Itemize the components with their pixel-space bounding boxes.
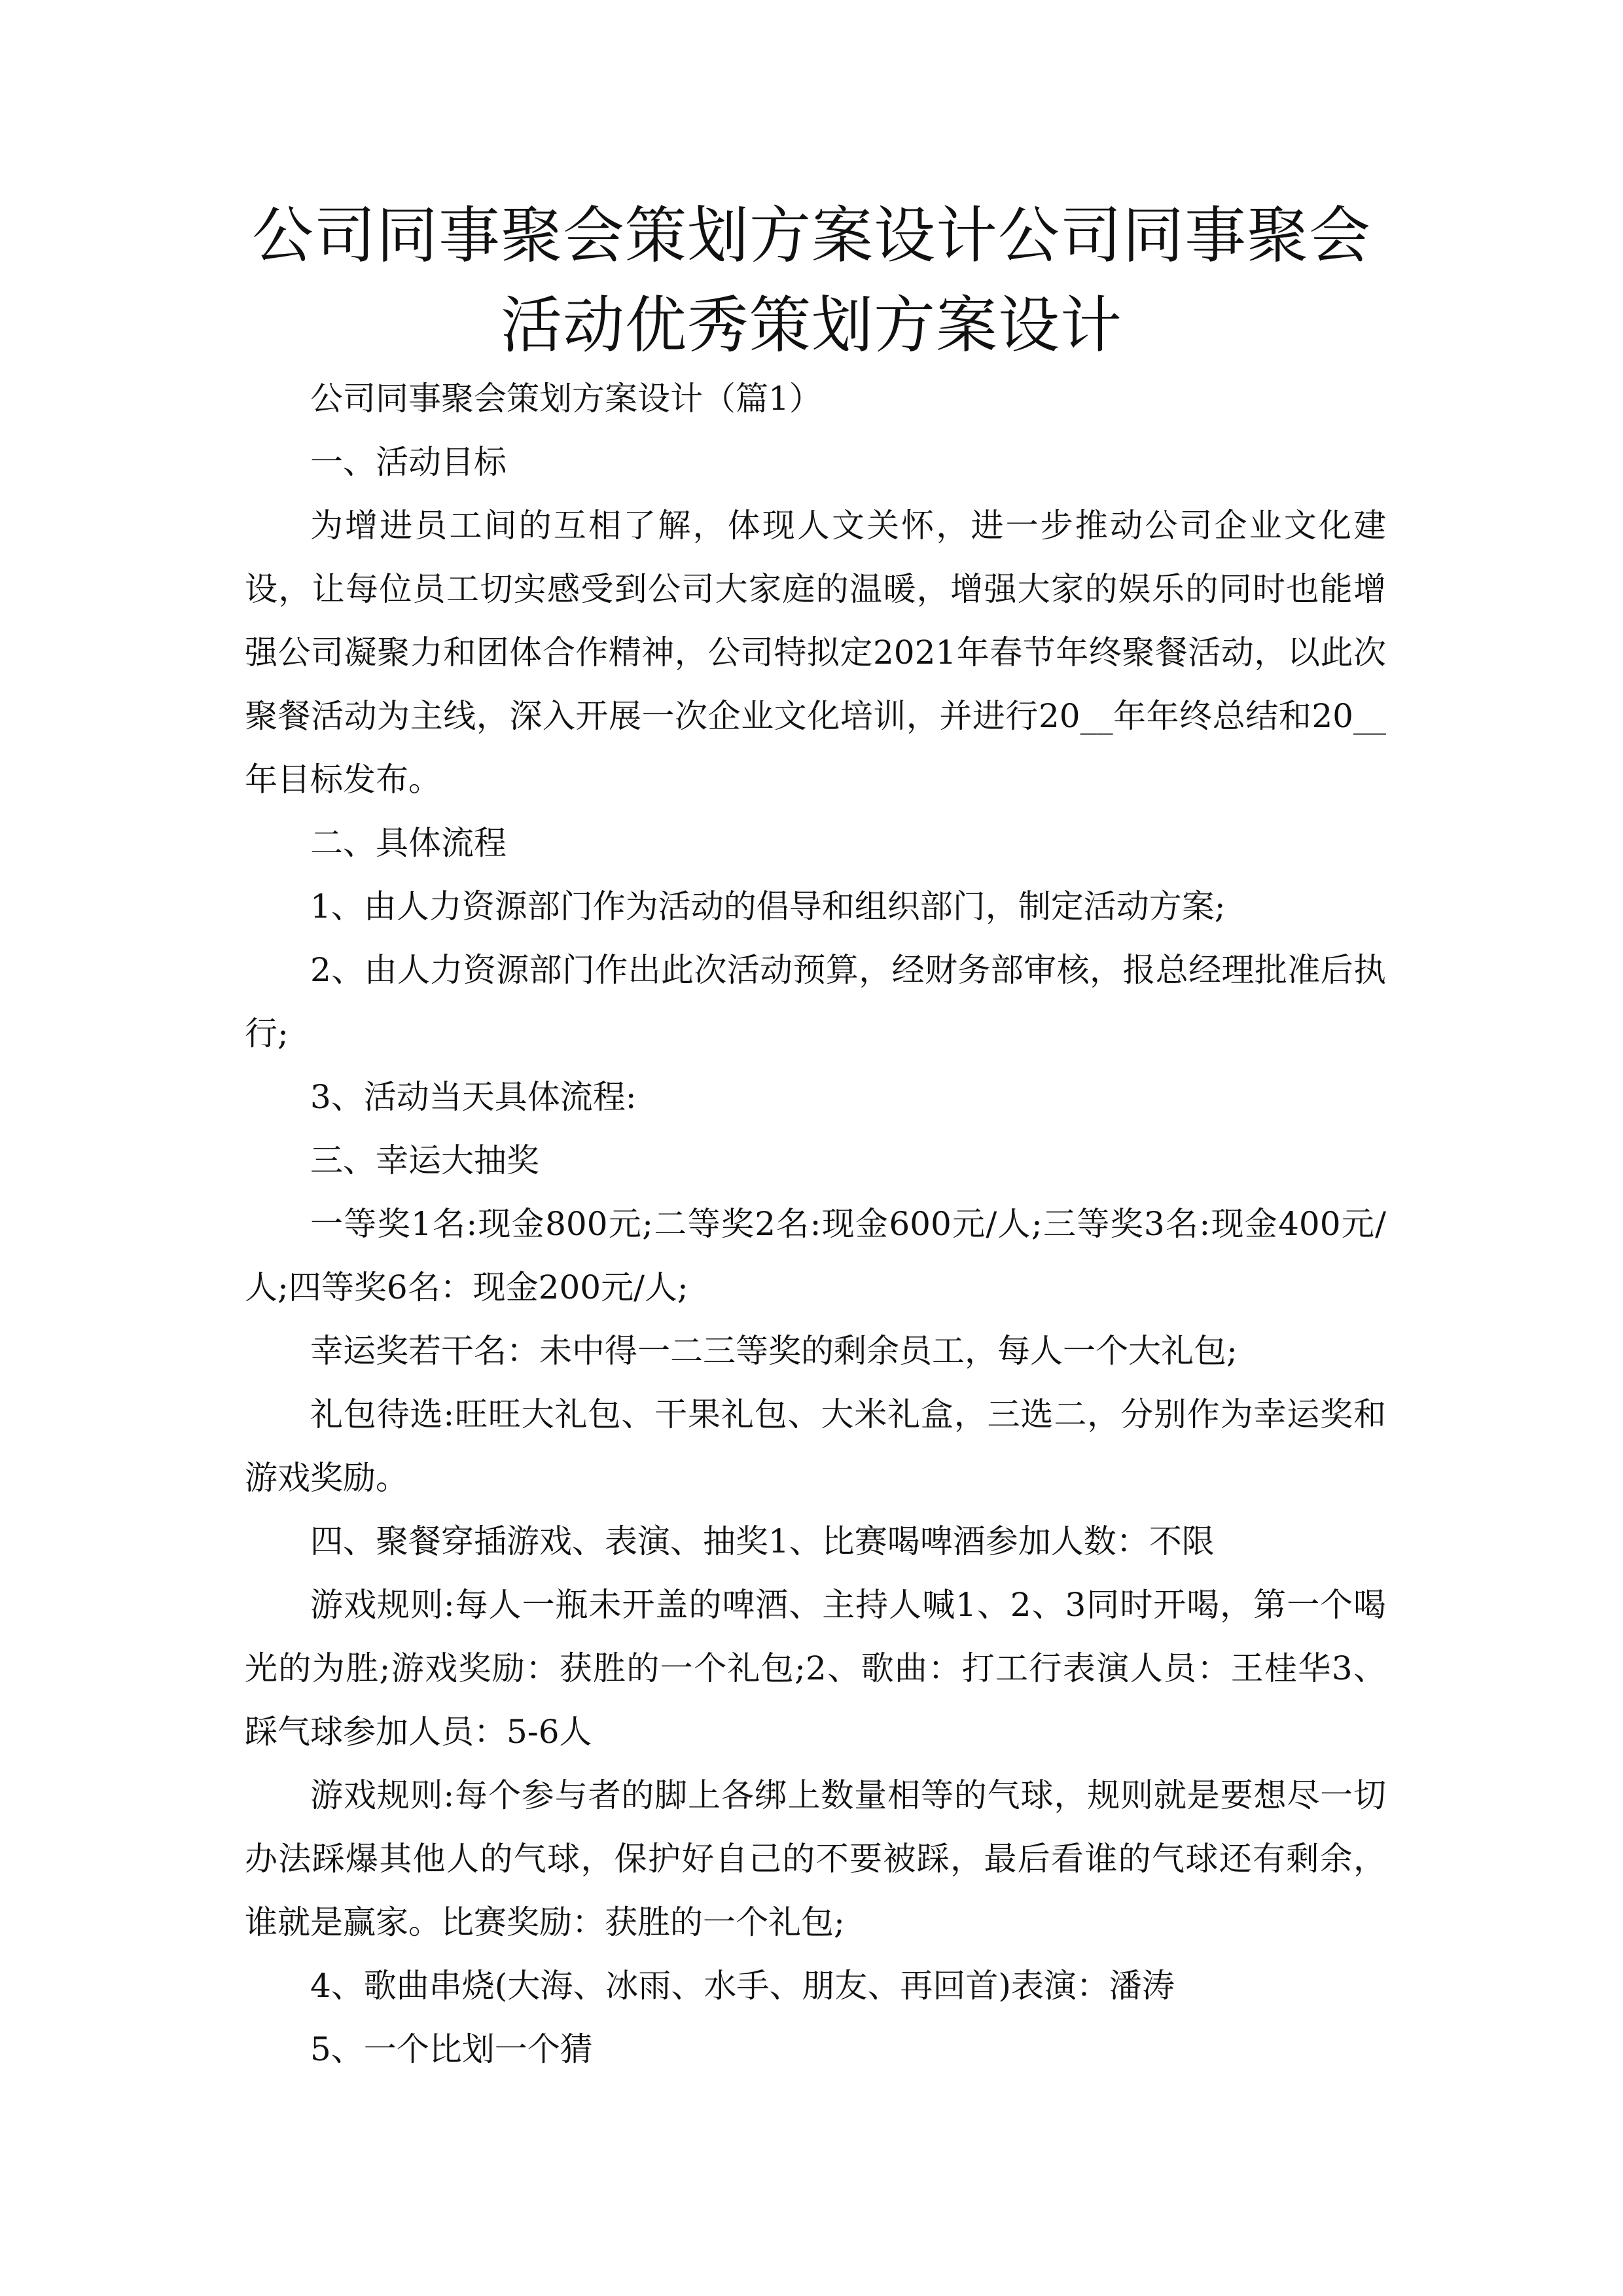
process-item-2: 2、由人力资源部门作出此次活动预算，经财务部审核，报总经理批准后执行; [245, 951, 1386, 1052]
paragraph-song-medley: 4、歌曲串烧(大海、冰雨、水手、朋友、再回首)表演：潘涛 [310, 1967, 1175, 2005]
section-heading-goal: 一、活动目标 [310, 443, 507, 481]
paragraph-guess-game: 5、一个比划一个猜 [310, 2030, 593, 2068]
document-body [245, 367, 1386, 2081]
paragraph-lucky-prize: 幸运奖若干名：未中得一二三等奖的剩余员工，每人一个大礼包; [310, 1332, 1238, 1370]
paragraph-heading-part1: 公司同事聚会策划方案设计（篇1） [310, 380, 822, 418]
paragraph-gift-options: 礼包待选:旺旺大礼包、干果礼包、大米礼盒，三选二，分别作为幸运奖和游戏奖励。 [245, 1395, 1386, 1497]
paragraph-balloon-game-rules: 游戏规则:每个参与者的脚上各绑上数量相等的气球，规则就是要想尽一切办法踩爆其他人的气球，保护好自己的不要被踩，最后看谁的气球还有剩余，谁就是赢家。比赛奖励：获胜的一个礼包; [245, 1776, 1386, 1941]
paragraph-goal: 为增进员工间的互相了解，体现人文关怀，进一步推动公司企业文化建设，让每位员工切实感受到公司大家庭的温暖，增强大家的娱乐的同时也能增强公司凝聚力和团体合作精神，公司特拟定2021年春节年终聚餐活动，以此次聚餐活动为主线，深入开展一次企业文化培训，并进行20__年年终总结和20__年目标发布。 [245, 507, 1386, 798]
paragraph-beer-game-rules: 游戏规则:每人一瓶未开盖的啤酒、主持人喊1、2、3同时开喝，第一个喝光的为胜;游戏奖励：获胜的一个礼包;2、歌曲：打工行表演人员：王桂华3、踩气球参加人员：5-6人 [245, 1586, 1386, 1751]
paragraph-prizes: 一等奖1名:现金800元;二等奖2名:现金600元/人;三等奖3名:现金400元/人;四等奖6名：现金200元/人; [245, 1205, 1386, 1306]
process-item-1: 1、由人力资源部门作为活动的倡导和组织部门，制定活动方案; [310, 888, 1226, 925]
section-heading-process: 二、具体流程 [310, 824, 507, 862]
document-title: 公司同事聚会策划方案设计公司同事聚会活动优秀策划方案设计 [251, 200, 1371, 361]
process-item-3: 3、活动当天具体流程: [310, 1078, 637, 1116]
section-heading-games: 四、聚餐穿插游戏、表演、抽奖1、比赛喝啤酒参加人数：不限 [310, 1522, 1215, 1560]
section-heading-lottery: 三、幸运大抽奖 [310, 1141, 539, 1179]
